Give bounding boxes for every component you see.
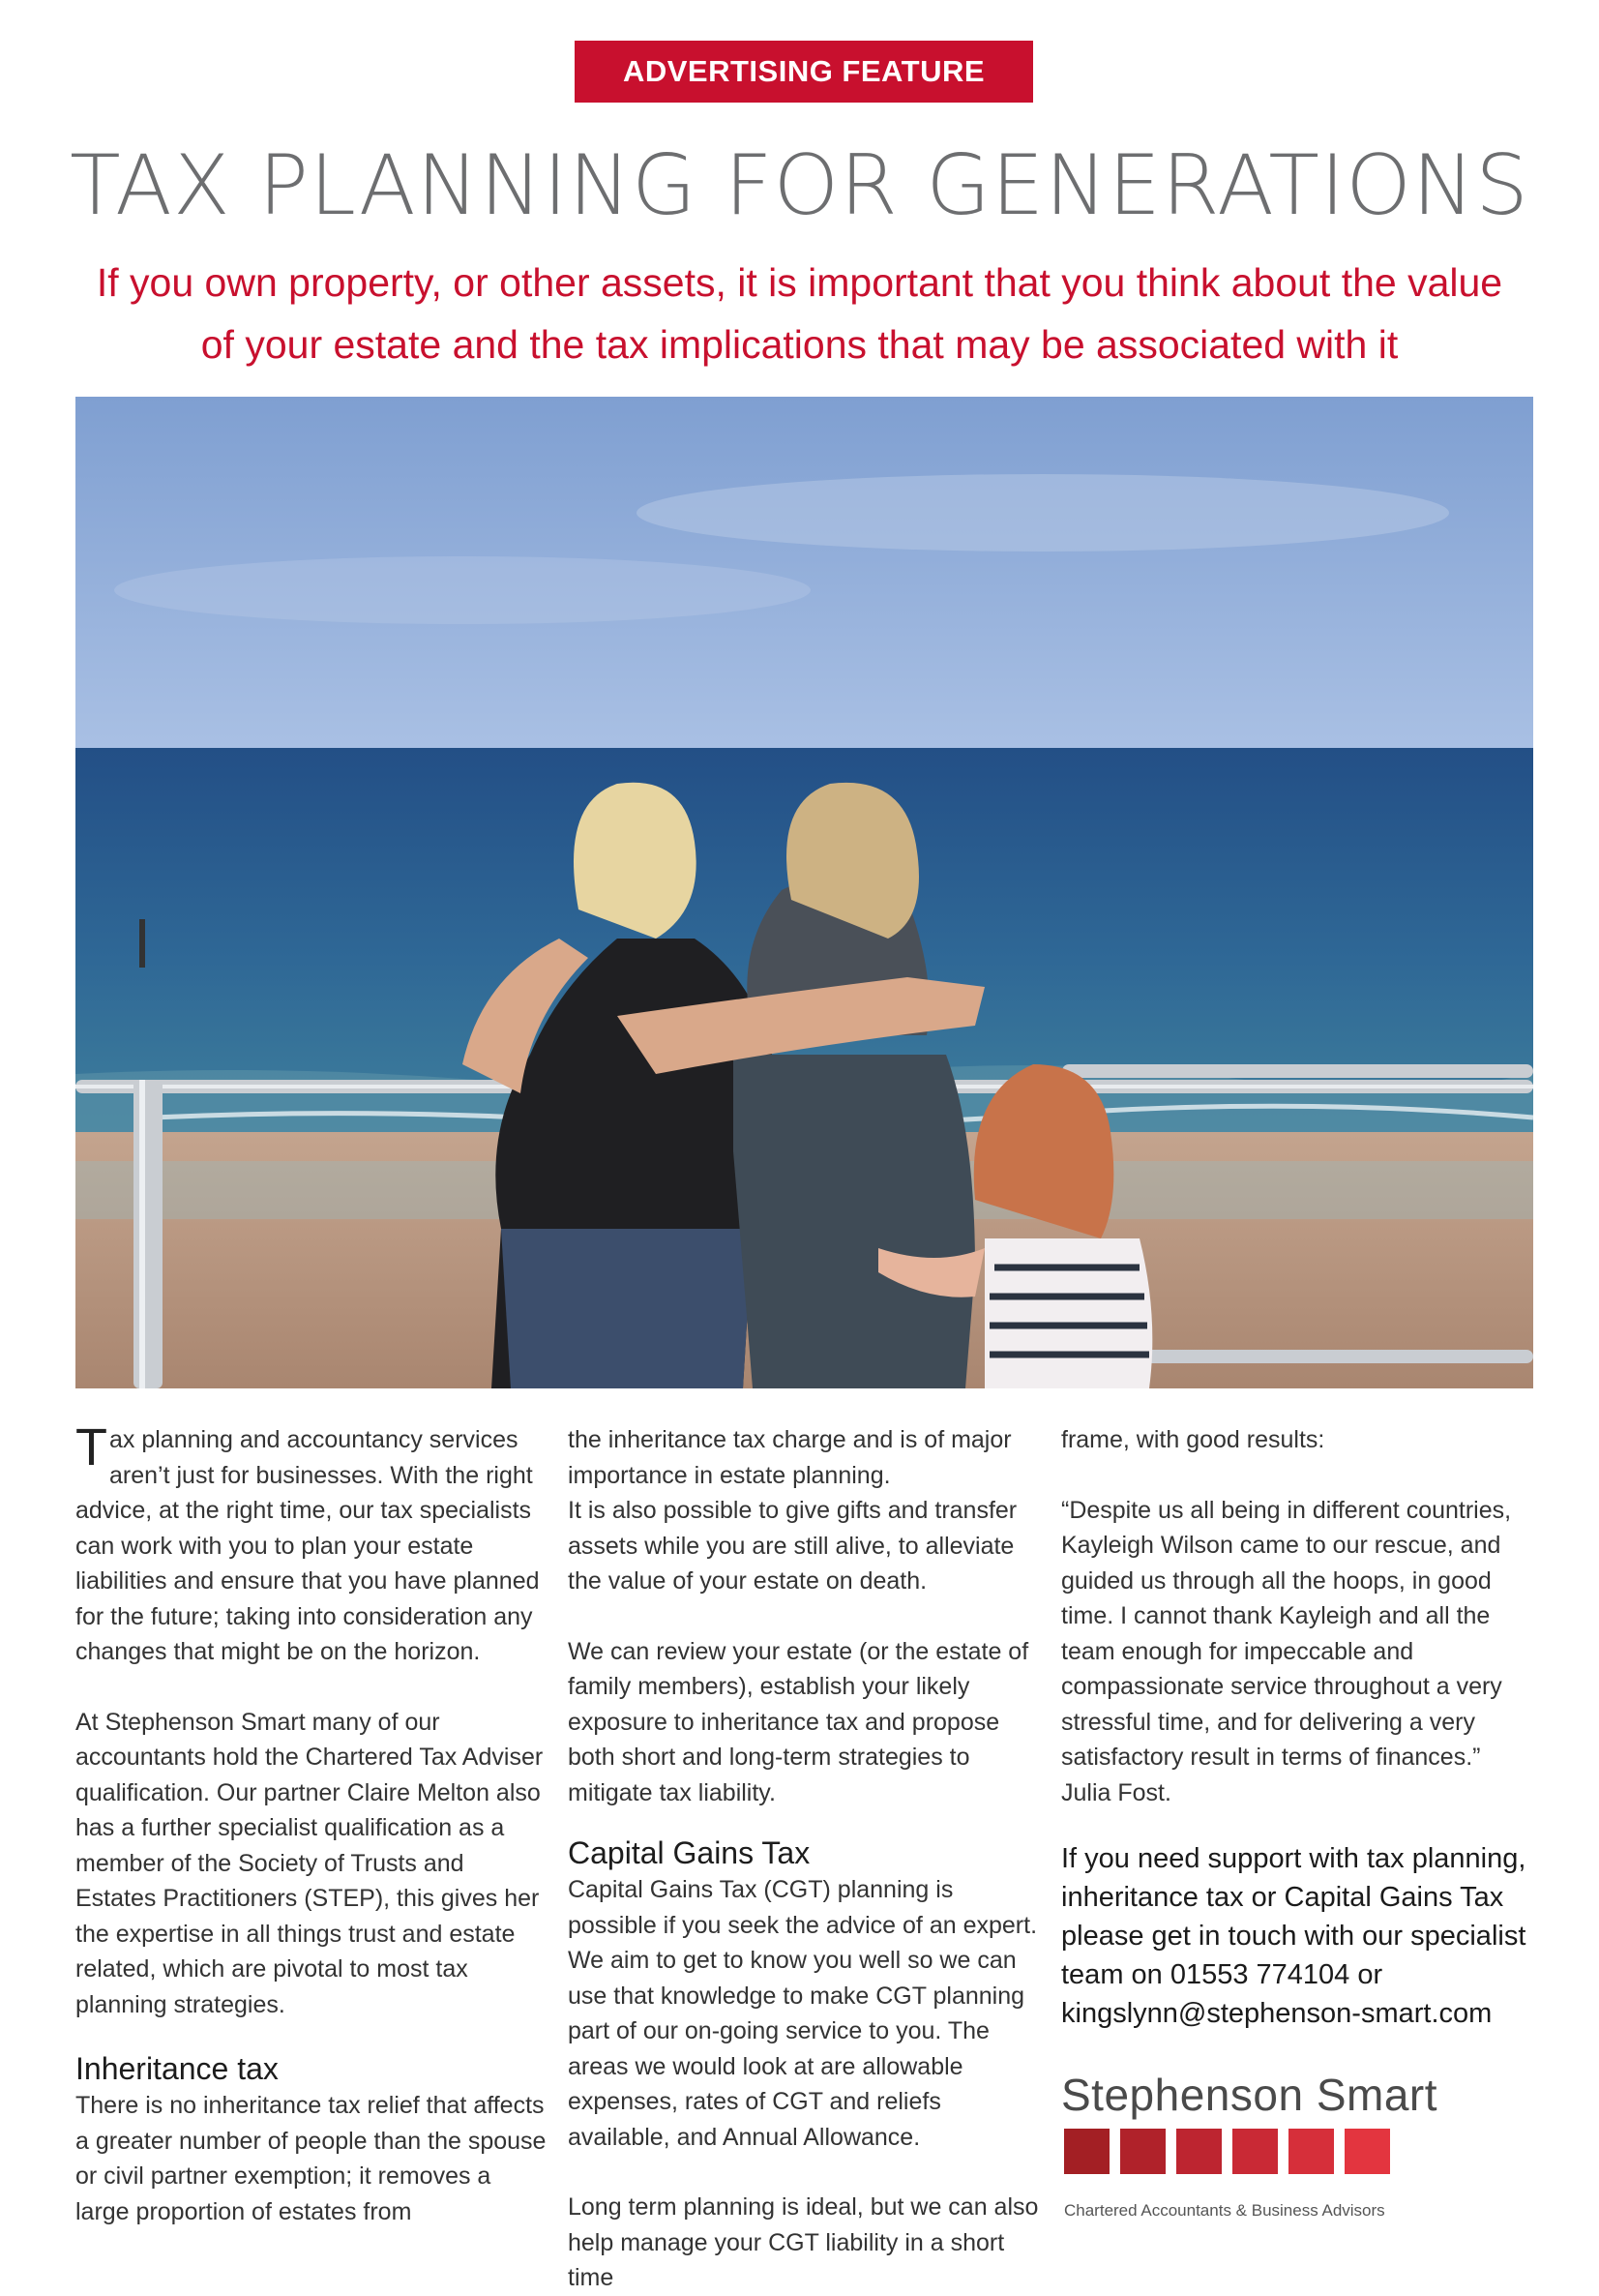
logo-square xyxy=(1120,2129,1166,2174)
article-column-1 xyxy=(75,1418,549,2229)
logo-square xyxy=(1232,2129,1278,2174)
page-title: TAX PLANNING FOR GENERATIONS xyxy=(70,137,1529,234)
family-at-seaside-photo xyxy=(75,397,1533,1388)
subtitle-line-2: of your estate and the tax implications that may be associated with it xyxy=(200,322,1399,367)
article-column-3 xyxy=(1061,1422,1535,2033)
intro-paragraph xyxy=(75,1418,549,1670)
logo-square xyxy=(1176,2129,1222,2174)
article-column-2 xyxy=(568,1422,1042,2296)
logo-square xyxy=(1345,2129,1390,2174)
estate-review-paragraph: We can review your estate (or the estate of family members), establish your likely exposure to inheritance tax and propose both short and long-term strategies to mitigate tax liability. xyxy=(568,1637,1029,1806)
logo-square xyxy=(1064,2129,1110,2174)
long-term-planning-paragraph: Long term planning is ideal, but we can also help manage your CGT liability in a short time xyxy=(568,2193,1039,2291)
company-tagline: Chartered Accountants & Business Advisors xyxy=(1064,2201,1385,2220)
subtitle xyxy=(87,252,1512,375)
company-logo-name: Stephenson Smart xyxy=(1061,2070,1438,2120)
results-paragraph: frame, with good results: xyxy=(1061,1426,1325,1453)
advertising-feature-banner: ADVERTISING FEATURE xyxy=(575,41,1033,103)
cgt-paragraph: Capital Gains Tax (CGT) planning is possible if you seek the advice of an expert. We aim to get to know you well so we can use that knowledge to make CGT planning part of our on-going service to you. The areas we would look at are allowable expenses, rates of CGT and reliefs available, and Annual Allowance. xyxy=(568,1876,1038,2151)
subtitle-line-1: If you own property, or other assets, it is important that you think about the value xyxy=(96,260,1503,305)
inheritance-tax-heading: Inheritance tax xyxy=(75,2051,279,2086)
gifts-paragraph: It is also possible to give gifts and transfer assets while you are still alive, to alleviate the value of your estate on death. xyxy=(568,1497,1018,1595)
testimonial-quote: “Despite us all being in different countries, Kayleigh Wilson came to our rescue, and guided us through all the hoops, in good time. I cannot thank Kayleigh and all the team enough for impeccable and compassionate service throughout a very stressful time, and for delivering a very satisfactory result in terms of finances.” Julia Fost. xyxy=(1061,1496,1512,1806)
capital-gains-tax-heading: Capital Gains Tax xyxy=(568,1835,811,1870)
drop-cap: T xyxy=(75,1418,107,1476)
intro-text: ax planning and accountancy services aren’t just for businesses. With the right advice, at the right time, our tax specialists can work with you to plan your estate liabilities and ensure that you have planned for the future; taking into consideration any changes that might be on the horizon. xyxy=(75,1426,540,1665)
inheritance-tax-paragraph: There is no inheritance tax relief that affects a greater number of people than the spouse or civil partner exemption; it removes a large proportion of estates from xyxy=(75,2092,547,2225)
company-logo-squares xyxy=(1064,2129,1390,2174)
contact-call-to-action: If you need support with tax planning, inheritance tax or Capital Gains Tax please get in touch with our specialist team on 01553 774104 or kingslynn@stephenson-smart.com xyxy=(1061,1843,1526,2029)
spouse-exemption-paragraph: the inheritance tax charge and is of major importance in estate planning. xyxy=(568,1426,1012,1489)
qualification-paragraph: At Stephenson Smart many of our accountants hold the Chartered Tax Adviser qualification. Our partner Claire Melton also has a further specialist qualification as a member of the Society of Trusts and Estates Practitioners (STEP), this gives her the expertise in all things trust and estate related, which are pivotal to most tax planning strategies. xyxy=(75,1708,544,2018)
logo-square xyxy=(1288,2129,1334,2174)
